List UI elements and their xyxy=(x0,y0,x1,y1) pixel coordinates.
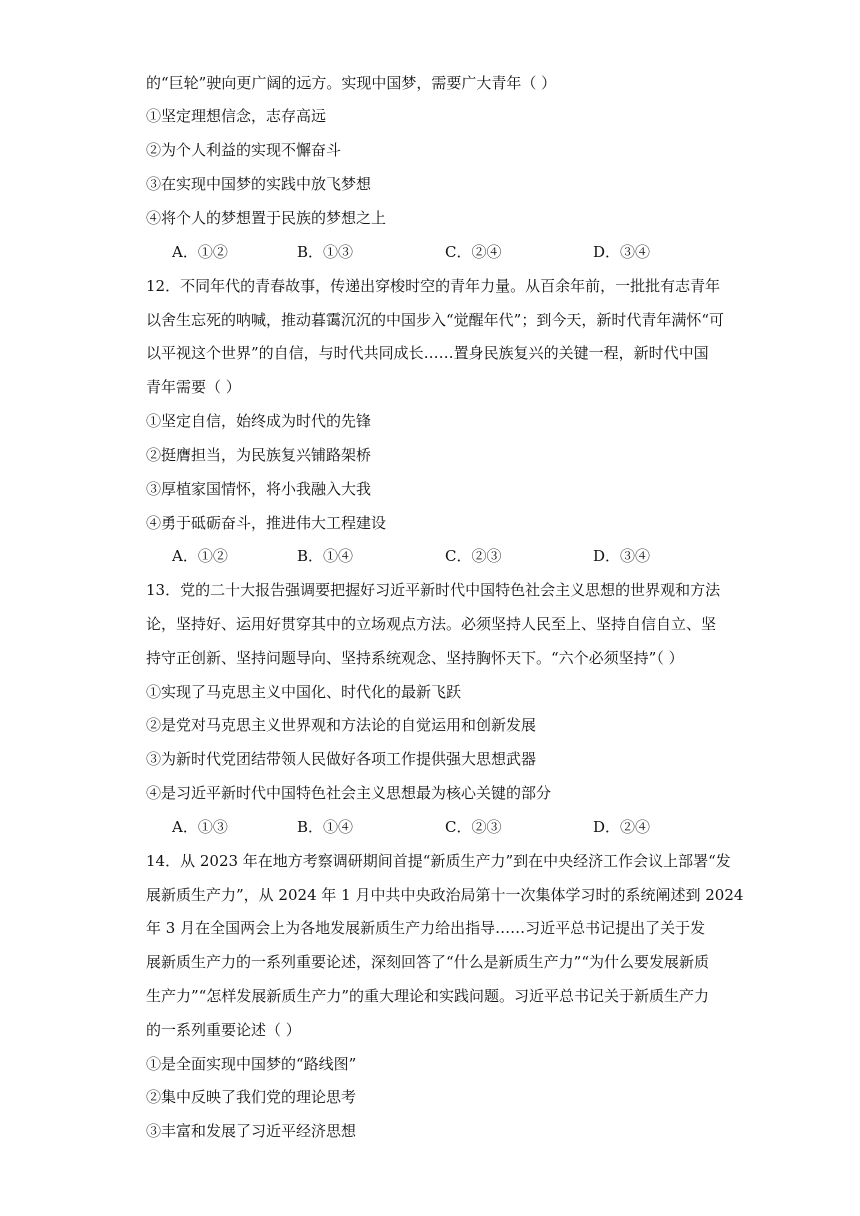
q13-option-d[interactable]: D．②④ xyxy=(593,818,651,836)
q11-item-1: ①坚定理想信念，志存高远 xyxy=(146,107,327,125)
q11-stem-tail: 的“巨轮”驶向更广阔的远方。实现中国梦，需要广大青年（ ） xyxy=(146,74,557,92)
q14-stem-line-2: 展新质生产力”，从 2024 年 1 月中共中央政治局第十一次集体学习时的系统阐述到 2024 xyxy=(146,886,744,904)
q11-item-2: ②为个人利益的实现不懈奋斗 xyxy=(146,141,342,159)
q13-item-2: ②是党对马克思主义世界观和方法论的自觉运用和创新发展 xyxy=(146,716,537,734)
q12-stem-line-4: 青年需要（ ） xyxy=(146,378,241,396)
q11-options xyxy=(172,242,732,262)
q11-option-b[interactable]: B．①③ xyxy=(297,243,354,261)
q12-item-2: ②挺膺担当，为民族复兴铺路架桥 xyxy=(146,446,372,464)
q13-stem-line-3: 持守正创新、坚持问题导向、坚持系统观念、坚持胸怀天下。“六个必须坚持”（ ） xyxy=(146,649,684,667)
q13-option-c[interactable]: C．②③ xyxy=(445,818,502,836)
q14-stem-line-3: 年 3 月在全国两会上为各地发展新质生产力给出指导……习近平总书记提出了关于发 xyxy=(146,919,706,937)
q13-options xyxy=(172,817,732,837)
q12-item-1: ①坚定自信，始终成为时代的先锋 xyxy=(146,412,372,430)
q12-item-4: ④勇于砥砺奋斗，推进伟大工程建设 xyxy=(146,514,387,532)
q13-stem-line-1: 13．党的二十大报告强调要把握好习近平新时代中国特色社会主义思想的世界观和方法 xyxy=(146,581,721,599)
q11-item-4: ④将个人的梦想置于民族的梦想之上 xyxy=(146,209,387,227)
q14-stem-line-4: 展新质生产力的一系列重要论述，深刻回答了“什么是新质生产力”“为什么要发展新质 xyxy=(146,953,710,971)
q12-stem-line-2: 以舍生忘死的呐喊，推动暮霭沉沉的中国步入“觉醒年代”；到今天，新时代青年满怀“可 xyxy=(146,311,725,329)
q11-item-3: ③在实现中国梦的实践中放飞梦想 xyxy=(146,175,372,193)
q12-options xyxy=(172,546,732,566)
q12-stem-line-1: 12．不同年代的青春故事，传递出穿梭时空的青年力量。从百余年前，一批批有志青年 xyxy=(146,277,721,295)
q12-option-c[interactable]: C．②③ xyxy=(445,547,502,565)
q13-item-3: ③为新时代党团结带领人民做好各项工作提供强大思想武器 xyxy=(146,750,537,768)
q11-option-a[interactable]: A．①② xyxy=(172,243,228,261)
q13-stem-line-2: 论，坚持好、运用好贯穿其中的立场观点方法。必须坚持人民至上、坚持自信自立、坚 xyxy=(146,615,717,633)
q11-option-c[interactable]: C．②④ xyxy=(445,243,502,261)
q13-item-4: ④是习近平新时代中国特色社会主义思想最为核心关键的部分 xyxy=(146,784,552,802)
q12-option-d[interactable]: D．③④ xyxy=(593,547,651,565)
q12-item-3: ③厚植家国情怀，将小我融入大我 xyxy=(146,480,372,498)
q13-option-b[interactable]: B．①④ xyxy=(297,818,354,836)
q12-option-a[interactable]: A．①② xyxy=(172,547,228,565)
q14-stem-line-5: 生产力”“怎样发展新质生产力”的重大理论和实践问题。习近平总书记关于新质生产力 xyxy=(146,987,710,1005)
q14-stem-line-1: 14．从 2023 年在地方考察调研期间首提“新质生产力”到在中央经济工作会议上部署“发 xyxy=(146,852,731,870)
q12-option-b[interactable]: B．①④ xyxy=(297,547,354,565)
q12-stem-line-3: 以平视这个世界”的自信，与时代共同成长……置身民族复兴的关键一程，新时代中国 xyxy=(146,344,709,362)
q11-option-d[interactable]: D．③④ xyxy=(593,243,651,261)
q14-stem-line-6: 的一系列重要论述（ ） xyxy=(146,1021,301,1039)
q14-item-3: ③丰富和发展了习近平经济思想 xyxy=(146,1122,357,1140)
q14-item-2: ②集中反映了我们党的理论思考 xyxy=(146,1088,357,1106)
q13-item-1: ①实现了马克思主义中国化、时代化的最新飞跃 xyxy=(146,683,462,701)
q13-option-a[interactable]: A．①③ xyxy=(172,818,228,836)
q14-item-1: ①是全面实现中国梦的“路线图” xyxy=(146,1055,357,1073)
